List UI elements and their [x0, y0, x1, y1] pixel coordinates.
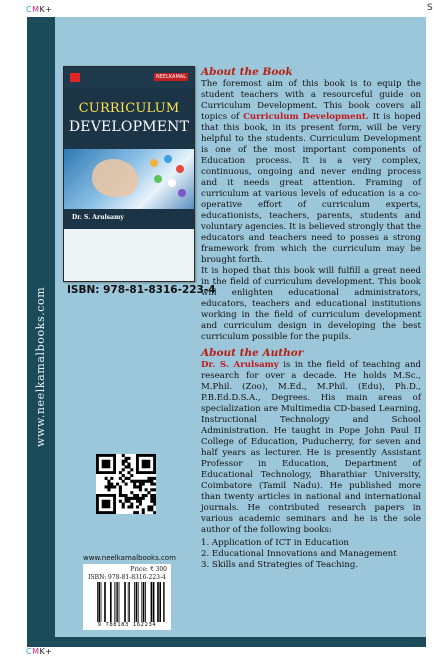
- about-book-heading: About the Book: [201, 66, 293, 78]
- spine-url: www.neelkamalbooks.com: [34, 286, 47, 447]
- cover-title-line1: CURRICULUM: [78, 101, 180, 116]
- author-name: Dr. S. Arulsamy: [201, 360, 279, 370]
- cmyk-mark-c: C: [26, 647, 33, 656]
- cmyk-mark-m: M: [32, 647, 40, 656]
- cmyk-mark-k: K: [39, 5, 46, 14]
- publisher-badge: NEELKAMAL: [156, 74, 186, 80]
- cover-author: Dr. S. Arulsamy: [72, 214, 124, 221]
- publisher-logo-icon: [70, 73, 80, 82]
- book-list-item: 1. Application of ICT in Education: [201, 538, 349, 548]
- register-mark: +: [45, 5, 53, 14]
- barcode-graphic: [89, 582, 165, 622]
- isbn-label: ISBN: 978-81-8316-223-4: [67, 284, 216, 296]
- hand-illustration: [92, 159, 138, 197]
- barcode-box: [83, 564, 171, 630]
- book-list-item: 3. Skills and Strategies of Teaching.: [201, 560, 359, 570]
- about-book-paragraph-2: It is hoped that this book will fulfill a great need in the field of curriculum development. This book will enlighten educational administrators, educators, teachers and educational institutions working in the field of curriculum development and curriculum design in developing the best curriculum possible for the pupils.: [201, 266, 421, 342]
- barcode-price: Price: ₹ 300: [130, 566, 167, 573]
- cover-illustration: [64, 149, 194, 209]
- cmyk-marks-bottom: [26, 647, 52, 657]
- book-list-item: 2. Educational Innovations and Management: [201, 549, 397, 559]
- front-cover-thumbnail: [63, 66, 195, 282]
- cmyk-mark-c: C: [26, 5, 33, 14]
- cmyk-mark-m: M: [32, 5, 40, 14]
- about-author-heading: About the Author: [201, 347, 304, 359]
- barcode-digits: 9 788183 162234: [97, 622, 157, 628]
- cover-title-line2: DEVELOPMENT: [68, 119, 190, 135]
- register-mark: +: [45, 647, 53, 656]
- qr-code-graphic: [96, 454, 156, 514]
- corner-mark: S: [427, 3, 433, 13]
- highlight-curriculum-development: Curriculum Development.: [243, 112, 369, 122]
- back-cover: [27, 17, 426, 647]
- bottom-strip: [27, 637, 426, 647]
- social-icons-illustration: [150, 155, 188, 201]
- qr-code: [96, 454, 156, 514]
- back-cover-text: [201, 66, 421, 571]
- cmyk-mark-k: K: [39, 647, 46, 656]
- barcode-site: www.neelkamalbooks.com: [83, 554, 176, 562]
- about-book-paragraph-1: The foremost aim of this book is to equip the student teachers with a resourceful guide on Curriculum Development. This book covers all topics of Curriculum Development. It is hoped that this book, in its present form, will be very helpful to the students. Curriculum Development is one of the most important components of Education process. It is a very complex, continuous, ongoing and never ending process and it needs great attention. Framing of curriculum at various levels of education is a co-operative effort of curriculum experts, educationists, teachers, parents, students and voluntary agencies. It is believed strongly that the educators and teachers need to posses a strong framework from which the curriculum may be brought forth.: [201, 79, 421, 265]
- about-author-paragraph: Dr. S. Arulsamy is in the field of teaching and research for over a decade. He holds M.Sc., M.Phil. (Zoo), M.Ed., M.Phil. (Edu), Ph.D., P.B.Ed.D.S.A., Degrees. His main areas of specialization are Multimedia CD-based Learning, Instructional Technology and School Administration. He taught in Pope John Paul II College of Education, Puducherry, for seven and half years as lecturer. He is presently Assistant Professor in Education, Department of Educational Technology, Bharathiar University, Coimbatore (Tamil Nadu). He published more than twenty articles in national and international journals. He contributed research papers in various academic seminars and he is the sole author of the following books:: [201, 360, 422, 535]
- author-books-list: [201, 538, 421, 571]
- barcode-isbn: ISBN: 978-81-8316-223-4: [88, 574, 166, 581]
